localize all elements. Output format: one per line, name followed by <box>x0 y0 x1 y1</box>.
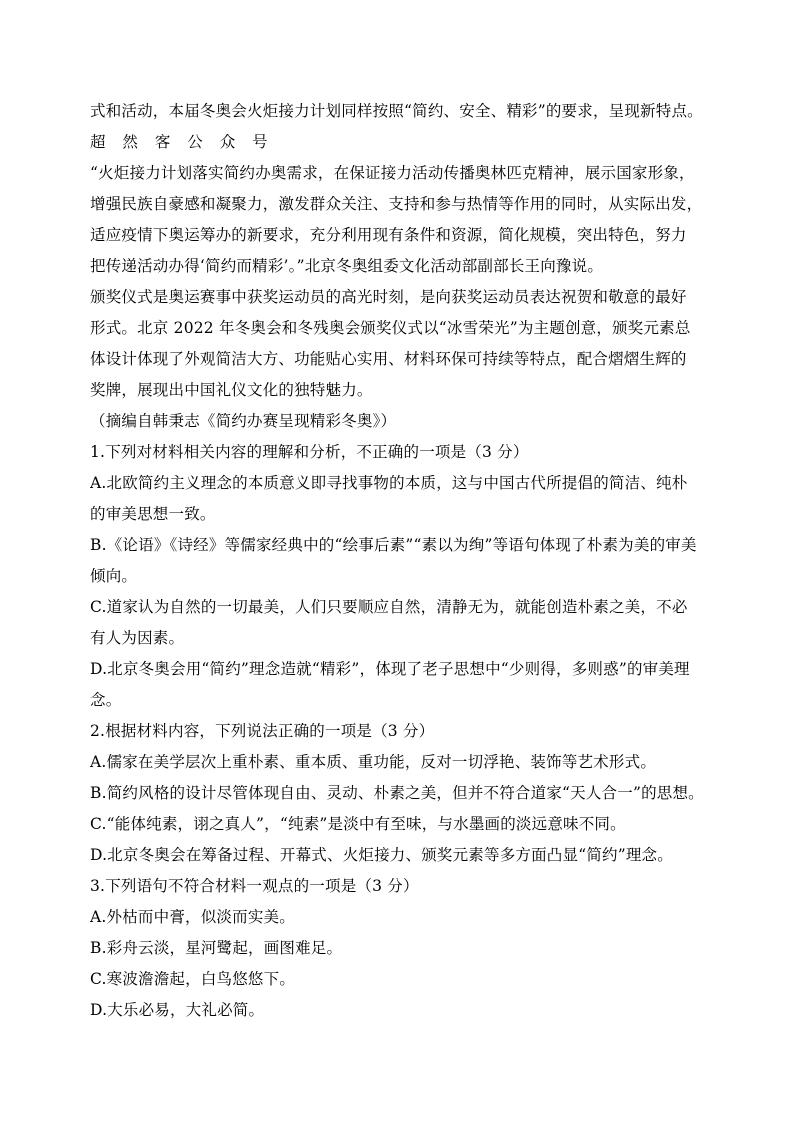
text-line: 颁奖仪式是奥运赛事中获奖运动员的高光时刻，是向获奖运动员表达祝贺和敬意的最好 <box>90 288 687 306</box>
question-2-stem: 2.根据材料内容，下列说法正确的一项是（3 分） <box>90 722 435 740</box>
question-1-option-d: D.北京冬奥会用“简约”理念造就“精彩”，体现了老子思想中“少则得，多则惑”的审美理 <box>90 660 690 678</box>
question-1-stem: 1.下列对材料相关内容的理解和分析，不正确的一项是（3 分） <box>90 443 529 461</box>
question-3-option-a: A.外枯而中膏，似淡而实美。 <box>90 908 295 926</box>
question-1-option-c-cont: 有人为因素。 <box>90 629 185 647</box>
question-1-option-b-cont: 倾向。 <box>90 567 138 585</box>
text-line: 式和活动，本届冬奥会火炬接力计划同样按照“简约、安全、精彩”的要求，呈现新特点。 <box>90 102 703 120</box>
text-line: 把传递活动办得‘简约而精彩’。”北京冬奥组委文化活动部副部长王向豫说。 <box>90 257 604 275</box>
text-line: “火炬接力计划落实简约办奥需求，在保证接力活动传播奥林匹克精神，展示国家形象， <box>90 164 695 182</box>
question-1-option-a: A.北欧简约主义理念的本质意义即寻找事物的本质，这与中国古代所提倡的简洁、纯朴 <box>90 474 688 492</box>
question-3-option-d: D.大乐必易，大礼必简。 <box>90 1001 265 1019</box>
question-1-option-c: C.道家认为自然的一切最美，人们只要顺应自然，清静无为，就能创造朴素之美，不必 <box>90 598 688 616</box>
watermark-line: 超 然 客 公 众 号 <box>90 133 274 151</box>
question-2-option-b: B.简约风格的设计尽管体现自由、灵动、朴素之美，但并不符合道家“天人合一”的思想。 <box>90 784 704 802</box>
text-line: 奖牌，展现出中国礼仪文化的独特魅力。 <box>90 381 373 399</box>
question-3-option-b: B.彩舟云淡，星河鹭起，画图难足。 <box>90 939 343 957</box>
question-2-option-c: C.“能体纯素，诩之真人”，“纯素”是淡中有至味，与水墨画的淡远意味不同。 <box>90 815 626 833</box>
question-3-stem: 3.下列语句不符合材料一观点的一项是（3 分） <box>90 877 419 895</box>
question-1-option-b: B.《论语》《诗经》等儒家经典中的“绘事后素”“素以为绚”等语句体现了朴素为美的审美 <box>90 536 697 554</box>
text-line: 增强民族自豪感和凝聚力，激发群众关注、支持和参与热情等作用的同时，从实际出发， <box>90 195 703 213</box>
question-2-option-a: A.儒家在美学层次上重朴素、重本质、重功能，反对一切浮艳、装饰等艺术形式。 <box>90 753 657 771</box>
source-citation: （摘编自韩秉志《简约办赛呈现精彩冬奥》） <box>90 412 397 430</box>
text-line: 适应疫情下奥运筹办的新要求，充分利用现有条件和资源，简化规模，突出特色，努力 <box>90 226 687 244</box>
question-3-option-c: C.寒波澹澹起，白鸟悠悠下。 <box>90 970 296 988</box>
text-line: 体设计体现了外观简洁大方、功能贴心实用、材料环保可持续等特点，配合熠熠生辉的 <box>90 350 687 368</box>
question-1-option-a-cont: 的审美思想一致。 <box>90 505 216 523</box>
question-2-option-d: D.北京冬奥会在筹备过程、开幕式、火炬接力、颁奖元素等多方面凸显“简约”理念。 <box>90 846 673 864</box>
text-line: 形式。北京 2022 年冬奥会和冬残奥会颁奖仪式以“冰雪荣光”为主题创意，颁奖元素总 <box>90 319 691 337</box>
question-1-option-d-cont: 念。 <box>90 691 122 709</box>
document-page <box>90 96 710 1026</box>
